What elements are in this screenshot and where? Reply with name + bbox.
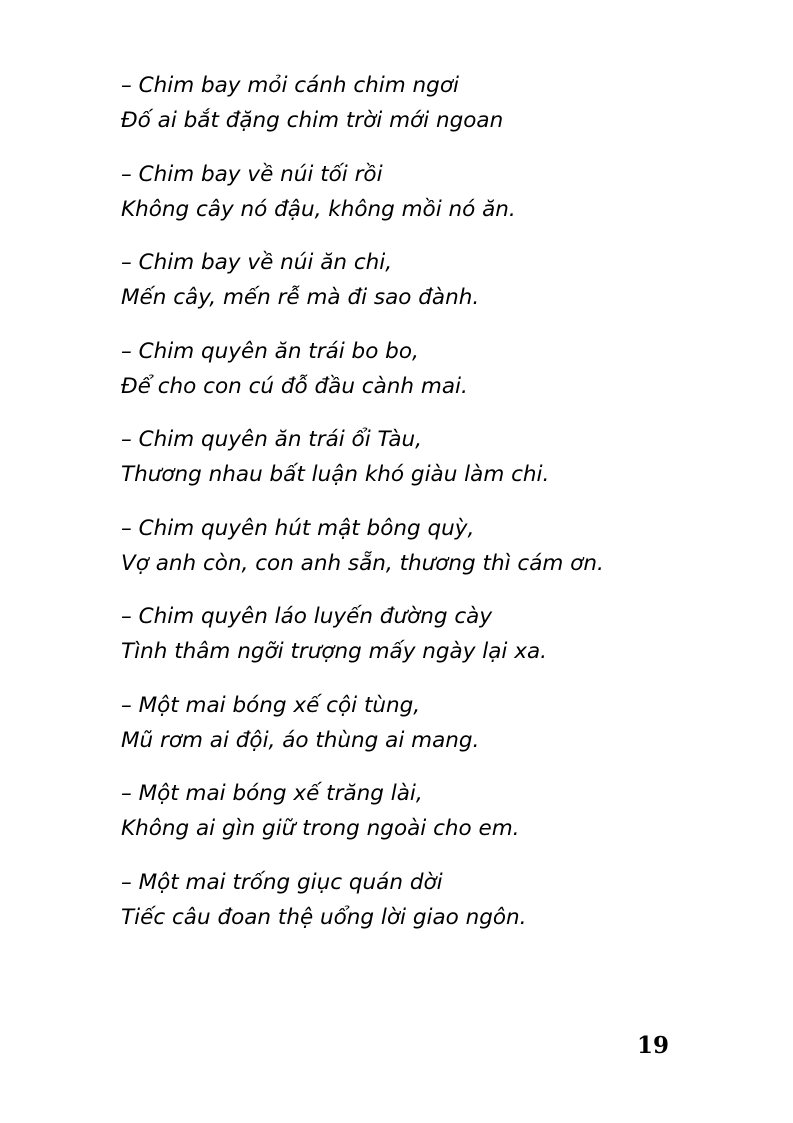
- verse-line: – Một mai trống giục quán dời: [121, 869, 443, 895]
- stanza-3: [121, 245, 741, 334]
- verse-line: Mũ rơm ai đội, áo thùng ai mang.: [121, 727, 480, 753]
- poem-body: [121, 68, 741, 953]
- stanza-10: [121, 865, 741, 954]
- verse-line: – Chim quyên hút mật bông quỳ,: [121, 515, 475, 541]
- verse-line: – Chim quyên ăn trái ổi Tàu,: [121, 427, 423, 452]
- verse-line: – Chim bay mỏi cánh chim ngơi: [121, 73, 459, 98]
- stanza-2: [121, 157, 741, 246]
- verse-line: – Chim bay về núi tối rồi: [121, 161, 383, 187]
- verse-line: Tiếc câu đoan thệ uổng lời giao ngôn.: [121, 904, 527, 930]
- verse-line: Thương nhau bất luận khó giàu làm chi.: [121, 462, 550, 487]
- stanza-1: [121, 68, 741, 157]
- stanza-7: [121, 599, 741, 688]
- verse-line: – Chim bay về núi ăn chi,: [121, 250, 393, 275]
- stanza-6: [121, 511, 741, 600]
- verse-line: Không ai gìn giữ trong ngoài cho em.: [121, 816, 520, 841]
- stanza-5: [121, 422, 741, 511]
- stanza-9: [121, 776, 741, 865]
- verse-line: – Chim quyên ăn trái bo bo,: [121, 338, 419, 364]
- page-number: 19: [637, 1032, 670, 1059]
- stanza-4: [121, 334, 741, 423]
- stanza-8: [121, 688, 741, 777]
- verse-line: – Một mai bóng xế cội tùng,: [121, 692, 421, 718]
- verse-line: Không cây nó đậu, không mồi nó ăn.: [121, 196, 516, 222]
- verse-line: Để cho con cú đỗ đầu cành mai.: [121, 373, 468, 399]
- verse-line: Vợ anh còn, con anh sẵn, thương thì cám ơn.: [121, 550, 604, 576]
- verse-line: Tình thâm ngỡi trượng mấy ngày lại xa.: [121, 639, 547, 664]
- verse-line: Mến cây, mến rễ mà đi sao đành.: [121, 285, 480, 310]
- verse-line: – Chim quyên láo luyến đường cày: [121, 604, 493, 629]
- verse-line: – Một mai bóng xế trăng lài,: [121, 781, 423, 806]
- verse-line: Đố ai bắt đặng chim trời mới ngoan: [121, 108, 504, 133]
